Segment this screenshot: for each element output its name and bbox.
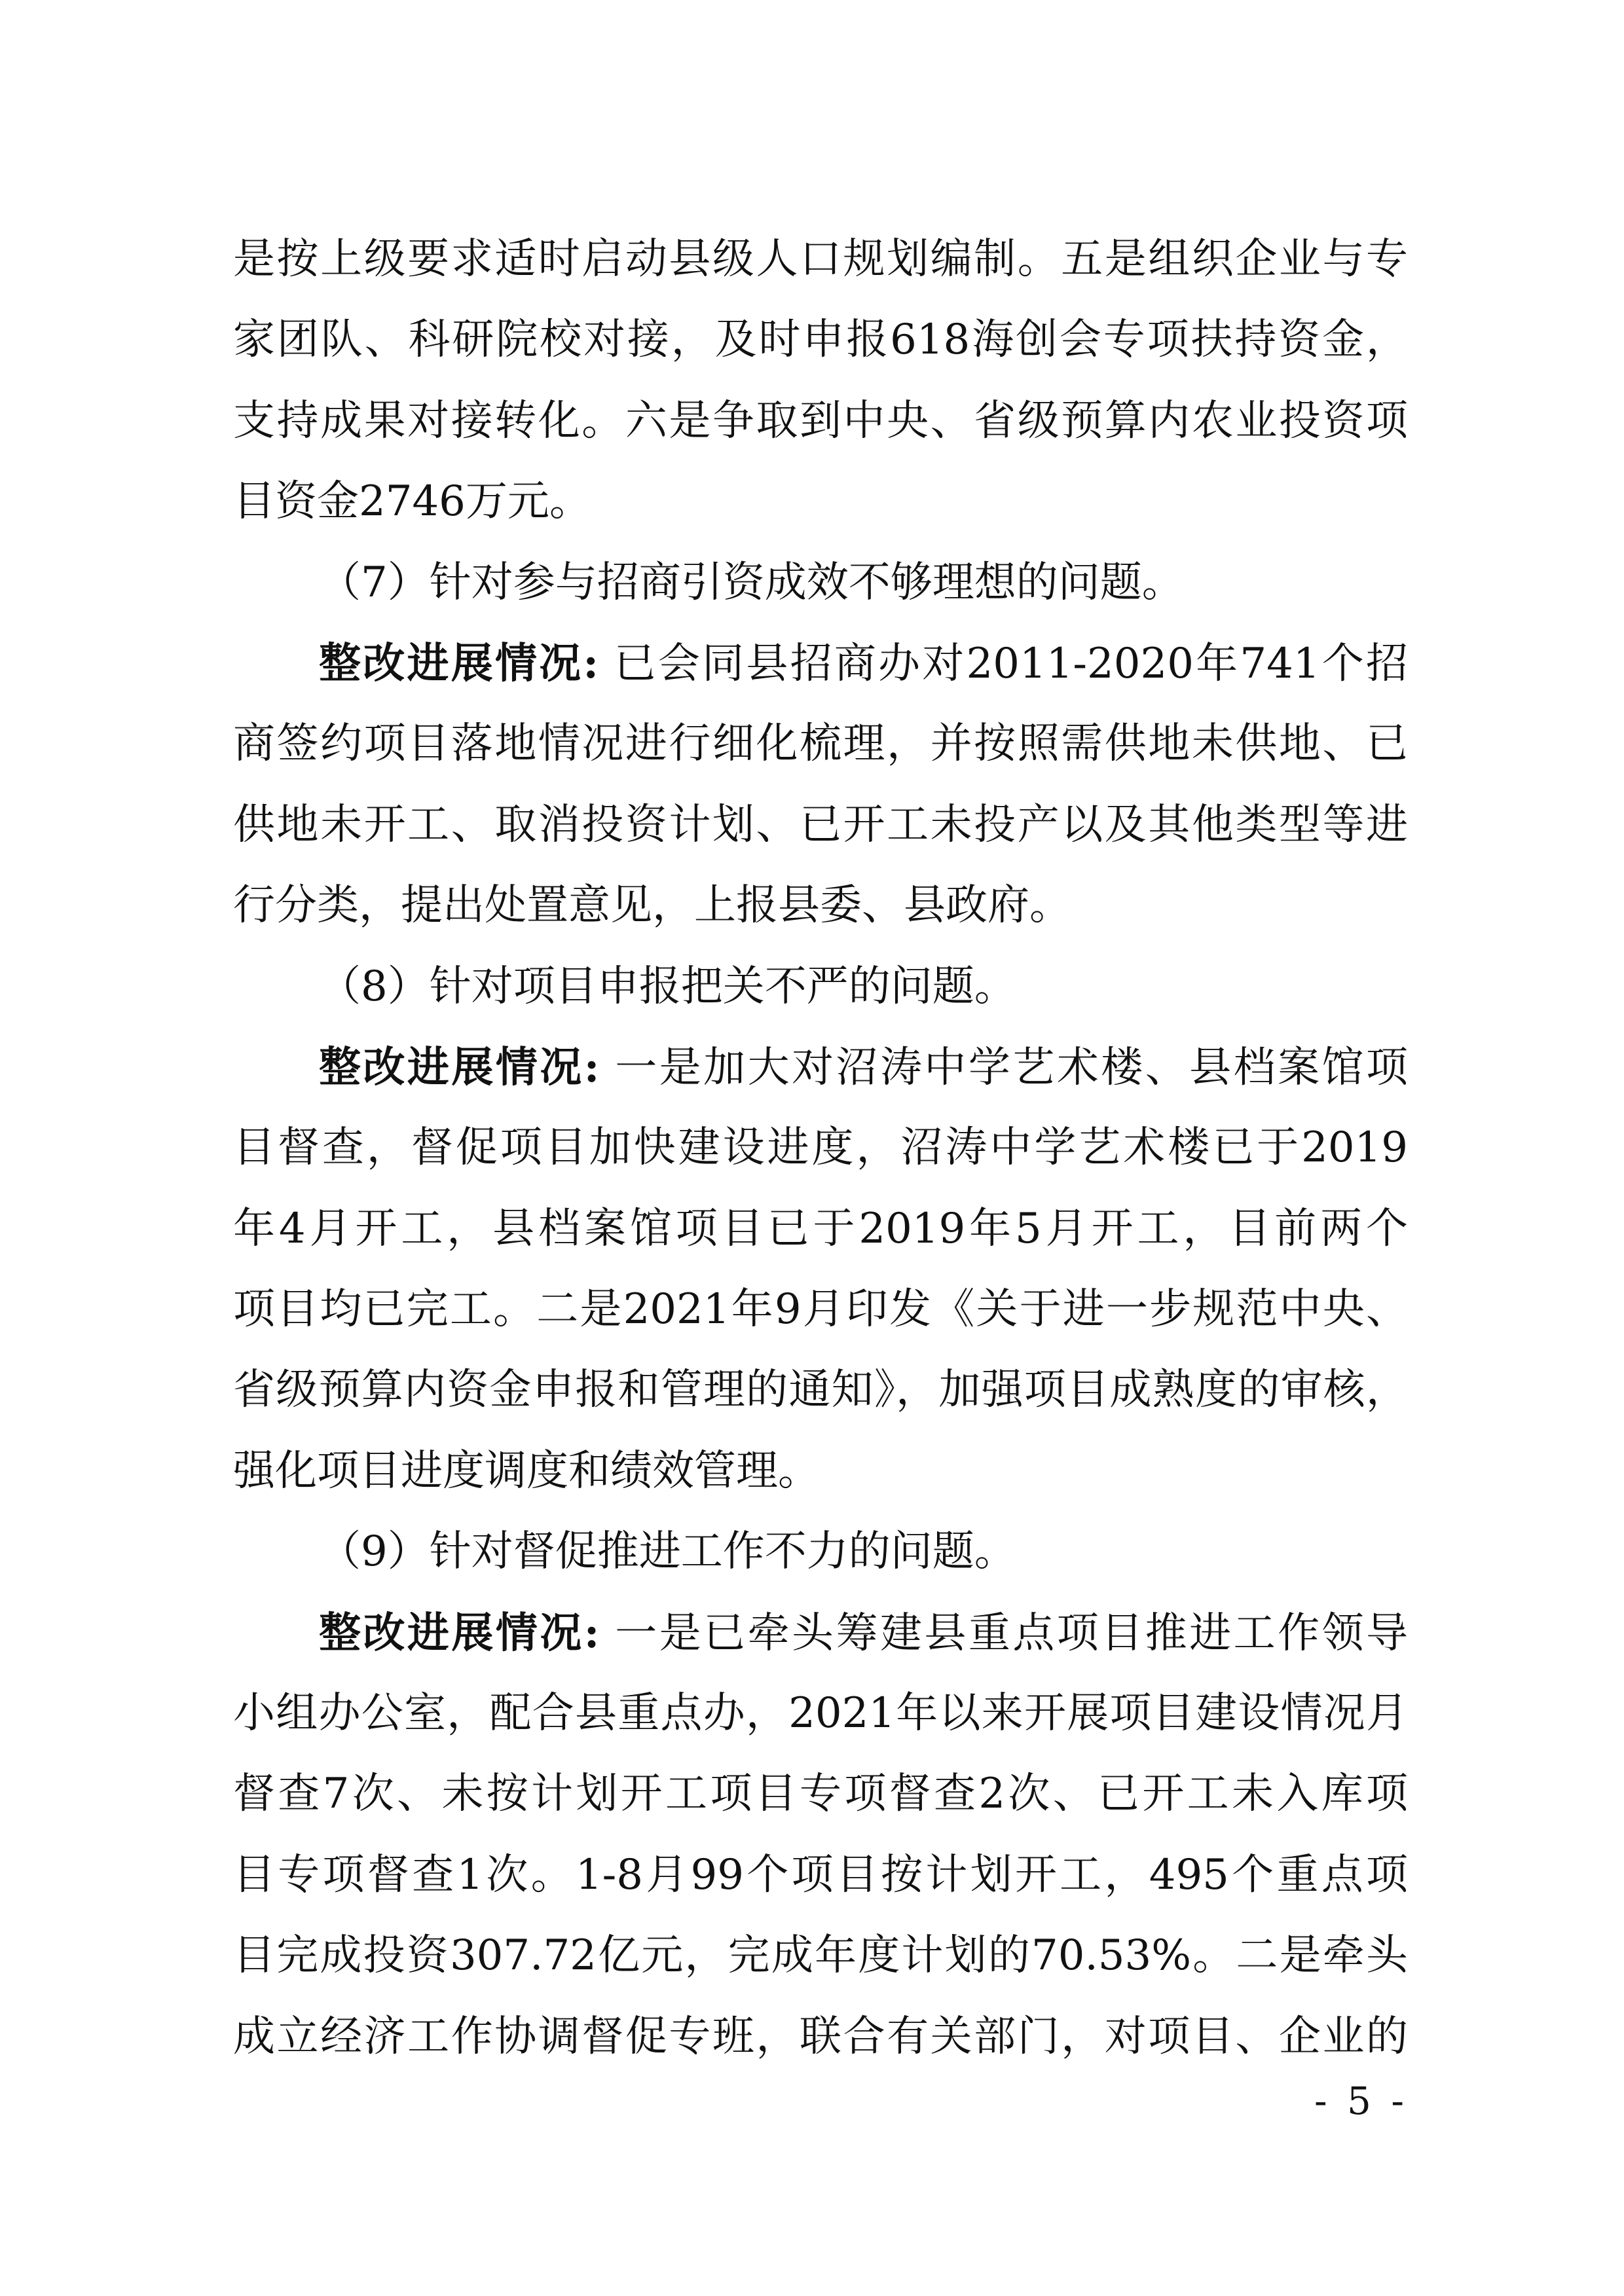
body-line-15: 省级预算内资金申报和管理的通知》，加强项目成熟度的审核， [233, 1366, 1408, 1415]
body-line-1: 是按上级要求适时启动县级人口规划编制。五是组织企业与专 [233, 235, 1408, 283]
body-line-9: 行分类，提出处置意见，上报县委、县政府。 [233, 881, 1071, 930]
page-number: - 5 - [1314, 2079, 1408, 2123]
body-line-22: 目完成投资307.72亿元，完成年度计划的70.53%。二是牵头 [233, 1931, 1408, 1980]
section-heading-7: （7）针对参与招商引资成效不够理想的问题。 [319, 558, 1184, 607]
progress-line-9: 整改进展情况: 一是已牵头筹建县重点项目推进工作领导 [319, 1608, 1409, 1658]
body-line-20: 督查7次、未按计划开工项目专项督查2次、已开工未入库项 [233, 1770, 1408, 1819]
body-line-16: 强化项目进度调度和绩效管理。 [233, 1446, 820, 1495]
section-heading-8: （8）针对项目申报把关不严的问题。 [319, 962, 1016, 1011]
body-line-23: 成立经济工作协调督促专班，联合有关部门，对项目、企业的 [233, 2012, 1408, 2061]
progress-line-8: 整改进展情况: 一是加大对沼涛中学艺术楼、县档案馆项 [319, 1042, 1409, 1092]
body-line-8: 供地未开工、取消投资计划、已开工未投产以及其他类型等进 [233, 800, 1408, 849]
progress-label: 整改进展情况: [319, 638, 599, 688]
body-line-21: 目专项督查1次。1-8月99个项目按计划开工，495个重点项 [233, 1850, 1408, 1899]
body-line-12: 目督查，督促项目加快建设进度，沼涛中学艺术楼已于2019 [233, 1123, 1408, 1173]
body-line-4: 目资金2746万元。 [233, 477, 591, 526]
body-line-19: 小组办公室，配合县重点办，2021年以来开展项目建设情况月 [233, 1689, 1408, 1738]
progress-label: 整改进展情况: [319, 1608, 600, 1658]
body-line-14: 项目均已完工。二是2021年9月印发《关于进一步规范中央、 [233, 1285, 1408, 1334]
body-line-3: 支持成果对接转化。六是争取到中央、省级预算内农业投资项 [233, 396, 1408, 445]
progress-label: 整改进展情况: [319, 1042, 600, 1092]
document-body [233, 219, 1408, 2077]
body-line-7: 商签约项目落地情况进行细化梳理，并按照需供地未供地、已 [233, 720, 1408, 769]
section-heading-9: （9）针对督促推进工作不力的问题。 [319, 1527, 1016, 1576]
progress-line-7: 整改进展情况: 已会同县招商办对2011-2020年741个招 [319, 638, 1409, 688]
body-line-2: 家团队、科研院校对接，及时申报618海创会专项扶持资金， [233, 316, 1408, 365]
body-line-13: 年4月开工，县档案馆项目已于2019年5月开工，目前两个 [233, 1204, 1408, 1253]
